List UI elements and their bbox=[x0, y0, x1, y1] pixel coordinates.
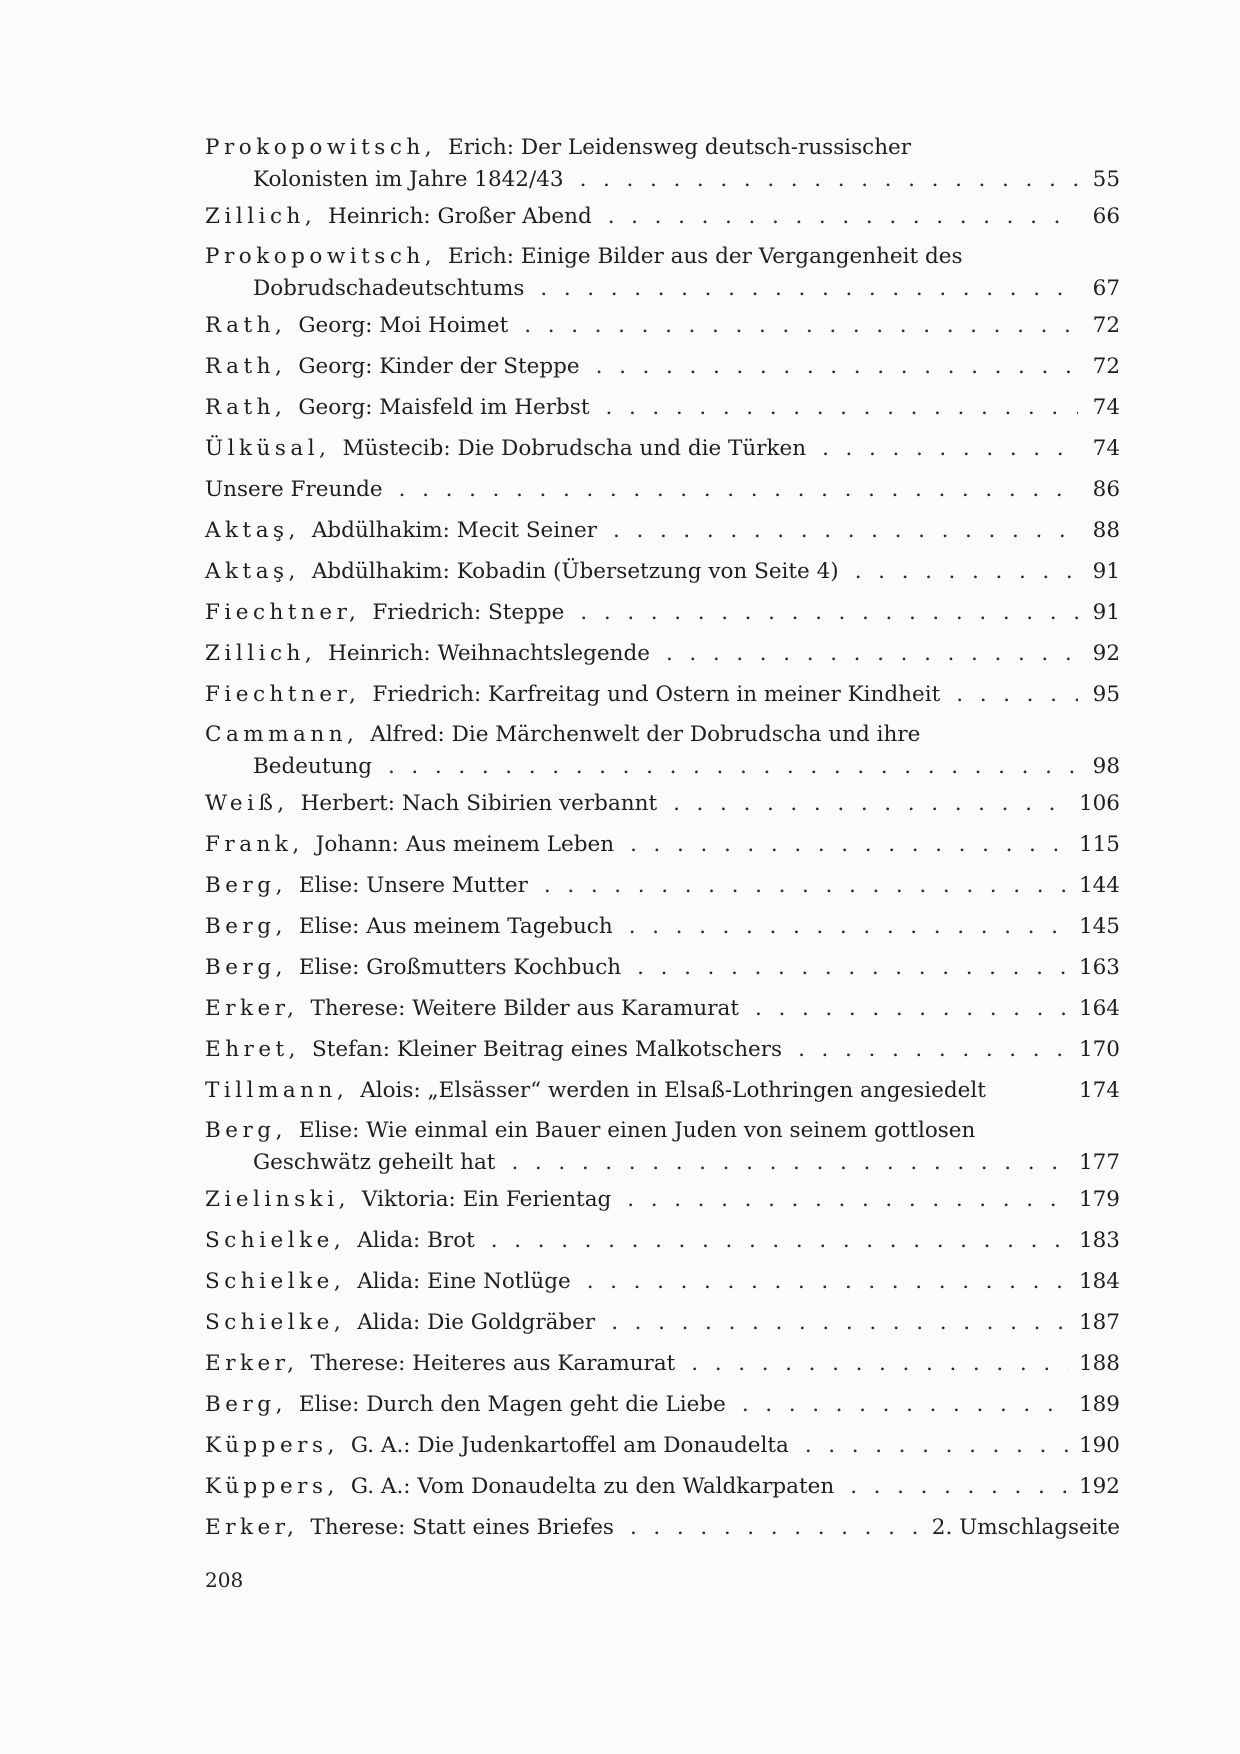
toc-entry-title: Elise: Unsere Mutter bbox=[298, 873, 528, 898]
dot-leader bbox=[613, 510, 1078, 551]
toc-entry-page: 189 bbox=[1078, 1392, 1120, 1417]
toc-entry-line bbox=[205, 1425, 1120, 1466]
toc-entry-line bbox=[205, 1115, 1120, 1147]
toc-entry-title: Herbert: Nach Sibirien verbannt bbox=[300, 791, 658, 816]
toc-entry-title: G. A.: Vom Donaudelta zu den Waldkarpaten bbox=[350, 1474, 835, 1499]
dot-leader bbox=[691, 1343, 1069, 1384]
toc-entry-title: Elise: Aus meinem Tagebuch bbox=[298, 914, 613, 939]
toc-entry bbox=[205, 128, 1120, 196]
toc-entry-author: Erker, bbox=[205, 1515, 299, 1540]
toc-entry-title: Alida: Die Goldgräber bbox=[357, 1310, 596, 1335]
toc-entry-author: Zielinski, bbox=[205, 1187, 350, 1212]
toc-entry-page: 66 bbox=[1092, 204, 1120, 229]
toc-entry bbox=[205, 1425, 1120, 1466]
toc-entry-title: Heinrich: Großer Abend bbox=[328, 204, 592, 229]
toc-entry-title-continued: Dobrudschadeutschtums bbox=[253, 276, 525, 301]
toc-entry-author: Prokopowitsch, bbox=[205, 244, 437, 269]
toc-entry-author: Berg, bbox=[205, 1392, 287, 1417]
toc-entry bbox=[205, 237, 1120, 305]
dot-leader bbox=[755, 988, 1069, 1029]
toc-entry-page: 187 bbox=[1078, 1310, 1120, 1335]
dot-leader bbox=[629, 906, 1069, 947]
toc-entry-title: Georg: Kinder der Steppe bbox=[298, 354, 580, 379]
dot-leader bbox=[956, 674, 1078, 715]
toc-entry-author: Rath, bbox=[205, 395, 287, 420]
toc-entry-author: Erker, bbox=[205, 1351, 299, 1376]
toc-entry-line bbox=[205, 1029, 1120, 1070]
toc-entry bbox=[205, 387, 1120, 428]
toc-entry-title: Friedrich: Karfreitag und Ostern in meiner Kindheit bbox=[372, 682, 941, 707]
toc-entry-author: Küppers, bbox=[205, 1474, 339, 1499]
toc-entry bbox=[205, 715, 1120, 783]
toc-entry-author: Weiß, bbox=[205, 791, 289, 816]
toc-entry bbox=[205, 1029, 1120, 1070]
toc-entry-page: 2. Umschlagseite bbox=[931, 1515, 1120, 1540]
dot-leader bbox=[742, 1384, 1069, 1425]
dot-leader bbox=[491, 1220, 1069, 1261]
toc-entry-title: Viktoria: Ein Ferientag bbox=[361, 1187, 612, 1212]
toc-entry bbox=[205, 1220, 1120, 1261]
toc-entry bbox=[205, 196, 1120, 237]
toc-entry bbox=[205, 346, 1120, 387]
toc-entry-title: Abdülhakim: Kobadin (Übersetzung von Seite 4) bbox=[311, 559, 839, 584]
dot-leader bbox=[596, 346, 1078, 387]
toc-entry-title: Friedrich: Steppe bbox=[372, 600, 565, 625]
toc-entry-title: Abdülhakim: Mecit Seiner bbox=[311, 518, 598, 543]
toc-entry-title: Therese: Weitere Bilder aus Karamurat bbox=[310, 996, 740, 1021]
toc-entry-author: Erker, bbox=[205, 996, 299, 1021]
toc-entry-author: Fiechtner, bbox=[205, 682, 361, 707]
toc-entry-line bbox=[205, 1466, 1120, 1507]
toc-entry-page: 74 bbox=[1092, 436, 1120, 461]
toc-entry-line bbox=[205, 824, 1120, 865]
toc-entry-line bbox=[205, 1343, 1120, 1384]
toc-entry-title: Therese: Heiteres aus Karamurat bbox=[310, 1351, 676, 1376]
dot-leader bbox=[666, 633, 1078, 674]
toc-entry-title: Alois: „Elsässer“ werden in Elsaß-Lothringen angesiedelt bbox=[360, 1078, 986, 1103]
toc-entry-title: Heinrich: Weihnachtslegende bbox=[328, 641, 650, 666]
toc-entry-page: 98 bbox=[1092, 754, 1120, 779]
toc-entry-line bbox=[205, 387, 1120, 428]
toc-entry-author: Zillich, bbox=[205, 204, 317, 229]
dot-leader bbox=[524, 305, 1078, 346]
toc-entry-line bbox=[205, 1384, 1120, 1425]
toc-entry-author: Rath, bbox=[205, 313, 287, 338]
toc-entry-line bbox=[205, 1261, 1120, 1302]
toc-entry-line bbox=[205, 241, 1120, 273]
toc-entry bbox=[205, 988, 1120, 1029]
toc-entry bbox=[205, 1302, 1120, 1343]
dot-leader bbox=[822, 428, 1078, 469]
toc-entry-author: Fiechtner, bbox=[205, 600, 361, 625]
dot-leader bbox=[580, 164, 1078, 196]
toc-entry-page: 55 bbox=[1092, 167, 1120, 192]
toc-entry-page: 174 bbox=[1078, 1078, 1120, 1103]
toc-entry-author: Berg, bbox=[205, 1118, 287, 1143]
toc-entry-page: 115 bbox=[1078, 832, 1120, 857]
toc-entry-title: Alida: Eine Notlüge bbox=[357, 1269, 571, 1294]
toc-entry-title: Elise: Durch den Magen geht die Liebe bbox=[298, 1392, 726, 1417]
toc-entry bbox=[205, 1179, 1120, 1220]
toc-entry-author: Ehret, bbox=[205, 1037, 301, 1062]
toc-entry-title: Johann: Aus meinem Leben bbox=[315, 832, 615, 857]
toc-entry bbox=[205, 551, 1120, 592]
toc-entry-page: 72 bbox=[1092, 313, 1120, 338]
dot-leader bbox=[798, 1029, 1069, 1070]
toc-entry-line bbox=[205, 1070, 1120, 1111]
toc-entry-page: 144 bbox=[1078, 873, 1120, 898]
dot-leader bbox=[608, 196, 1078, 237]
toc-entry-title: Alfred: Die Märchenwelt der Dobrudscha und ihre bbox=[370, 722, 921, 747]
dot-leader bbox=[850, 1466, 1069, 1507]
toc-entry-title: Unsere Freunde bbox=[205, 477, 383, 502]
toc-entry-title: Georg: Maisfeld im Herbst bbox=[298, 395, 590, 420]
dot-leader bbox=[540, 273, 1078, 305]
toc-entry-title: Therese: Statt eines Briefes bbox=[310, 1515, 614, 1540]
toc-entry-author: Schielke, bbox=[205, 1269, 346, 1294]
toc-entry-line bbox=[205, 428, 1120, 469]
toc-entry-page: 72 bbox=[1092, 354, 1120, 379]
toc-entry bbox=[205, 510, 1120, 551]
dot-leader bbox=[805, 1425, 1069, 1466]
toc-entry-line bbox=[205, 719, 1120, 751]
toc-entry-page: 179 bbox=[1078, 1187, 1120, 1212]
toc-entry-page: 74 bbox=[1092, 395, 1120, 420]
toc-entry-title-continued: Kolonisten im Jahre 1842/43 bbox=[253, 167, 564, 192]
toc-entry-author: Aktaş, bbox=[205, 518, 300, 543]
toc-entry-line bbox=[205, 674, 1120, 715]
dot-leader bbox=[388, 751, 1078, 783]
toc-entry-title: G. A.: Die Judenkartoffel am Donaudelta bbox=[350, 1433, 789, 1458]
toc-entry-page: 91 bbox=[1092, 559, 1120, 584]
dot-leader bbox=[544, 865, 1069, 906]
toc-entry-line bbox=[205, 592, 1120, 633]
toc-entry-line bbox=[205, 196, 1120, 237]
toc-entry-page: 88 bbox=[1092, 518, 1120, 543]
toc-entry bbox=[205, 1466, 1120, 1507]
toc-entry-page: 163 bbox=[1078, 955, 1120, 980]
toc-entry-author: Ülküsal, bbox=[205, 436, 331, 461]
toc-entry-page: 95 bbox=[1092, 682, 1120, 707]
toc-entry bbox=[205, 1384, 1120, 1425]
toc-entry bbox=[205, 947, 1120, 988]
toc-entry-page: 91 bbox=[1092, 600, 1120, 625]
toc-entry-page: 170 bbox=[1078, 1037, 1120, 1062]
toc-entry-line bbox=[205, 510, 1120, 551]
toc-entry bbox=[205, 1343, 1120, 1384]
toc-entry-author: Cammann, bbox=[205, 722, 359, 747]
toc-entry-page: 184 bbox=[1078, 1269, 1120, 1294]
toc-entry-page: 183 bbox=[1078, 1228, 1120, 1253]
toc-entry-line bbox=[205, 783, 1120, 824]
dot-leader bbox=[587, 1261, 1069, 1302]
toc-entry-page: 106 bbox=[1078, 791, 1120, 816]
toc-entry-title: Müstecib: Die Dobrudscha und die Türken bbox=[342, 436, 807, 461]
toc-entry bbox=[205, 906, 1120, 947]
toc-entry-page: 177 bbox=[1078, 1150, 1120, 1175]
dot-leader bbox=[611, 1302, 1069, 1343]
toc-entry-page: 145 bbox=[1078, 914, 1120, 939]
toc-entry-author: Aktaş, bbox=[205, 559, 300, 584]
toc-entry-title: Alida: Brot bbox=[357, 1228, 475, 1253]
toc-entry-title: Elise: Wie einmal ein Bauer einen Juden von seinem gottlosen bbox=[298, 1118, 976, 1143]
toc-entry-title: Erich: Einige Bilder aus der Vergangenheit des bbox=[448, 244, 963, 269]
dot-leader bbox=[855, 551, 1078, 592]
toc-entry bbox=[205, 1070, 1120, 1111]
dot-leader bbox=[511, 1147, 1069, 1179]
toc-entry-line bbox=[205, 551, 1120, 592]
toc-entry-author: Rath, bbox=[205, 354, 287, 379]
toc-entry-page: 192 bbox=[1078, 1474, 1120, 1499]
toc-entry bbox=[205, 824, 1120, 865]
toc-entry-line bbox=[205, 633, 1120, 674]
toc-entry-line bbox=[205, 1302, 1120, 1343]
toc-entry-author: Küppers, bbox=[205, 1433, 339, 1458]
toc-entry bbox=[205, 1507, 1120, 1548]
toc-entry bbox=[205, 1111, 1120, 1179]
toc-entry-author: Frank, bbox=[205, 832, 304, 857]
toc-entry-author: Tillmann, bbox=[205, 1078, 349, 1103]
toc-entry-author: Prokopowitsch, bbox=[205, 135, 437, 160]
table-of-contents bbox=[205, 128, 1120, 1548]
page-number: 208 bbox=[205, 1568, 244, 1592]
toc-entry-line bbox=[205, 1507, 1120, 1548]
toc-entry-continuation bbox=[205, 1147, 1120, 1179]
toc-entry-line bbox=[205, 305, 1120, 346]
toc-entry-author: Berg, bbox=[205, 914, 287, 939]
toc-entry-continuation bbox=[205, 273, 1120, 305]
toc-entry-page: 164 bbox=[1078, 996, 1120, 1021]
toc-entry-title-continued: Geschwätz geheilt hat bbox=[253, 1150, 496, 1175]
toc-entry-line bbox=[205, 1179, 1120, 1220]
toc-entry bbox=[205, 469, 1120, 510]
toc-entry bbox=[205, 1261, 1120, 1302]
toc-entry-line bbox=[205, 469, 1120, 510]
toc-entry-page: 86 bbox=[1092, 477, 1120, 502]
toc-entry-page: 92 bbox=[1092, 641, 1120, 666]
toc-entry bbox=[205, 783, 1120, 824]
toc-entry-author: Schielke, bbox=[205, 1228, 346, 1253]
dot-leader bbox=[673, 783, 1069, 824]
toc-entry-author: Schielke, bbox=[205, 1310, 346, 1335]
toc-entry bbox=[205, 305, 1120, 346]
toc-entry bbox=[205, 865, 1120, 906]
toc-entry bbox=[205, 674, 1120, 715]
dot-leader bbox=[399, 469, 1078, 510]
toc-entry-continuation bbox=[205, 164, 1120, 196]
toc-entry bbox=[205, 633, 1120, 674]
toc-entry-title: Stefan: Kleiner Beitrag eines Malkotschers bbox=[312, 1037, 783, 1062]
toc-entry-line bbox=[205, 906, 1120, 947]
dot-leader bbox=[580, 592, 1078, 633]
dot-leader bbox=[627, 1179, 1069, 1220]
toc-entry-page: 190 bbox=[1078, 1433, 1120, 1458]
toc-entry-line bbox=[205, 947, 1120, 988]
toc-entry-author: Zillich, bbox=[205, 641, 317, 666]
toc-entry-continuation bbox=[205, 751, 1120, 783]
toc-entry-title-continued: Bedeutung bbox=[253, 754, 372, 779]
toc-entry-line bbox=[205, 346, 1120, 387]
dot-leader bbox=[630, 824, 1069, 865]
dot-leader bbox=[605, 387, 1078, 428]
toc-entry bbox=[205, 592, 1120, 633]
toc-entry-author: Berg, bbox=[205, 873, 287, 898]
toc-entry-author: Berg, bbox=[205, 955, 287, 980]
toc-entry-page: 188 bbox=[1078, 1351, 1120, 1376]
dot-leader bbox=[630, 1507, 922, 1548]
toc-entry-line bbox=[205, 132, 1120, 164]
toc-entry-line bbox=[205, 865, 1120, 906]
toc-entry-page: 67 bbox=[1092, 276, 1120, 301]
toc-entry bbox=[205, 428, 1120, 469]
dot-leader bbox=[637, 947, 1069, 988]
toc-entry-title: Erich: Der Leidensweg deutsch-russischer bbox=[448, 135, 912, 160]
toc-entry-line bbox=[205, 1220, 1120, 1261]
toc-entry-line bbox=[205, 988, 1120, 1029]
toc-entry-title: Elise: Großmutters Kochbuch bbox=[298, 955, 622, 980]
toc-entry-title: Georg: Moi Hoimet bbox=[298, 313, 509, 338]
